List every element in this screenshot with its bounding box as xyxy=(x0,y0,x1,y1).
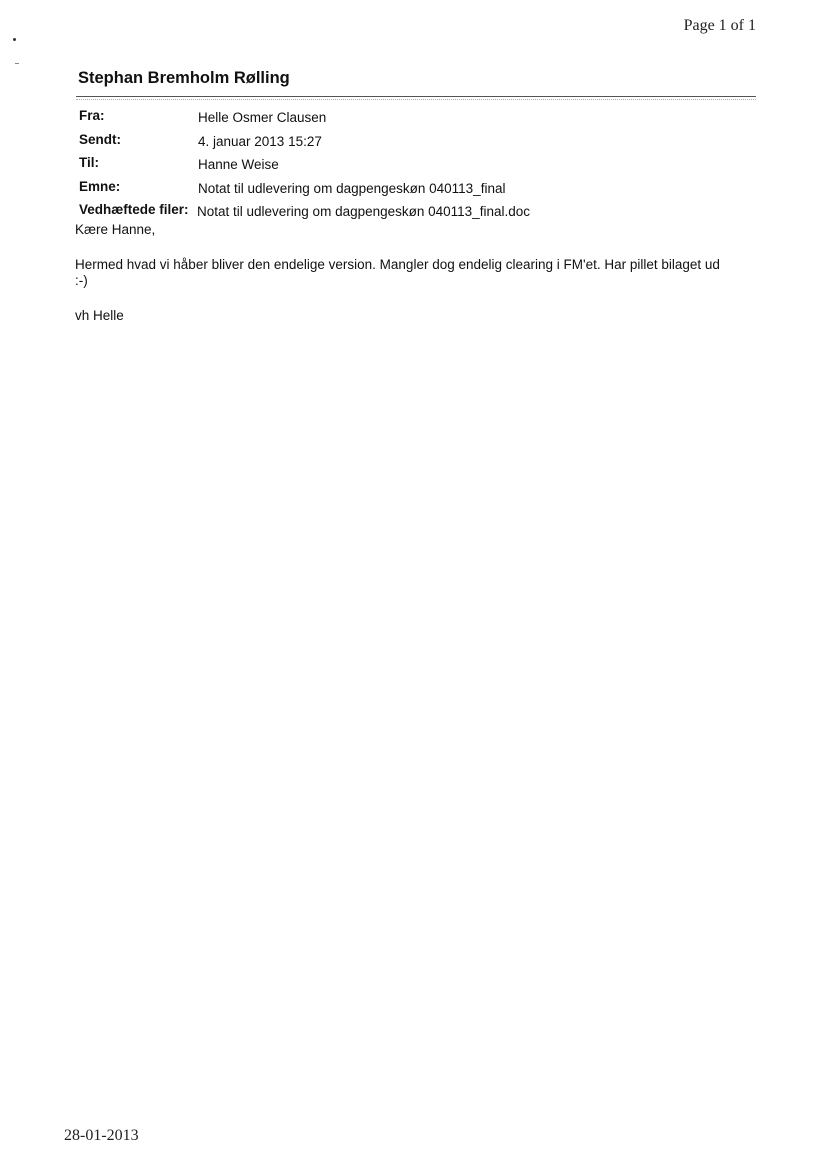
print-date: 28-01-2013 xyxy=(64,1127,139,1144)
email-message: Hermed hvad vi håber bliver den endelige version. Mangler dog endelig clearing i FM'et. Har pillet bilaget ud :-) xyxy=(75,257,720,288)
to-value: Hanne Weise xyxy=(198,157,279,172)
header-divider xyxy=(76,96,756,97)
sent-label: Sendt: xyxy=(79,131,121,147)
scan-artifact-dash xyxy=(15,63,19,64)
subject-label: Emne: xyxy=(79,178,121,194)
attachments-label: Vedhæftede filer: xyxy=(79,202,189,217)
mailbox-owner-name: Stephan Bremholm Rølling xyxy=(78,69,290,87)
email-body xyxy=(75,222,735,324)
from-value: Helle Osmer Clausen xyxy=(198,110,327,125)
email-greeting: Kære Hanne, xyxy=(75,222,156,237)
from-label: Fra: xyxy=(79,108,105,123)
header-divider-shadow xyxy=(76,99,756,100)
page-number: Page 1 of 1 xyxy=(683,17,756,34)
email-signoff: vh Helle xyxy=(75,308,124,323)
attachments-value: Notat til udlevering om dagpengeskøn 040113_final.doc xyxy=(197,204,530,219)
to-label: Til: xyxy=(79,155,99,170)
subject-value: Notat til udlevering om dagpengeskøn 040113_final xyxy=(198,180,506,196)
sent-value: 4. januar 2013 15:27 xyxy=(198,133,322,149)
scan-artifact-dot xyxy=(13,38,16,41)
